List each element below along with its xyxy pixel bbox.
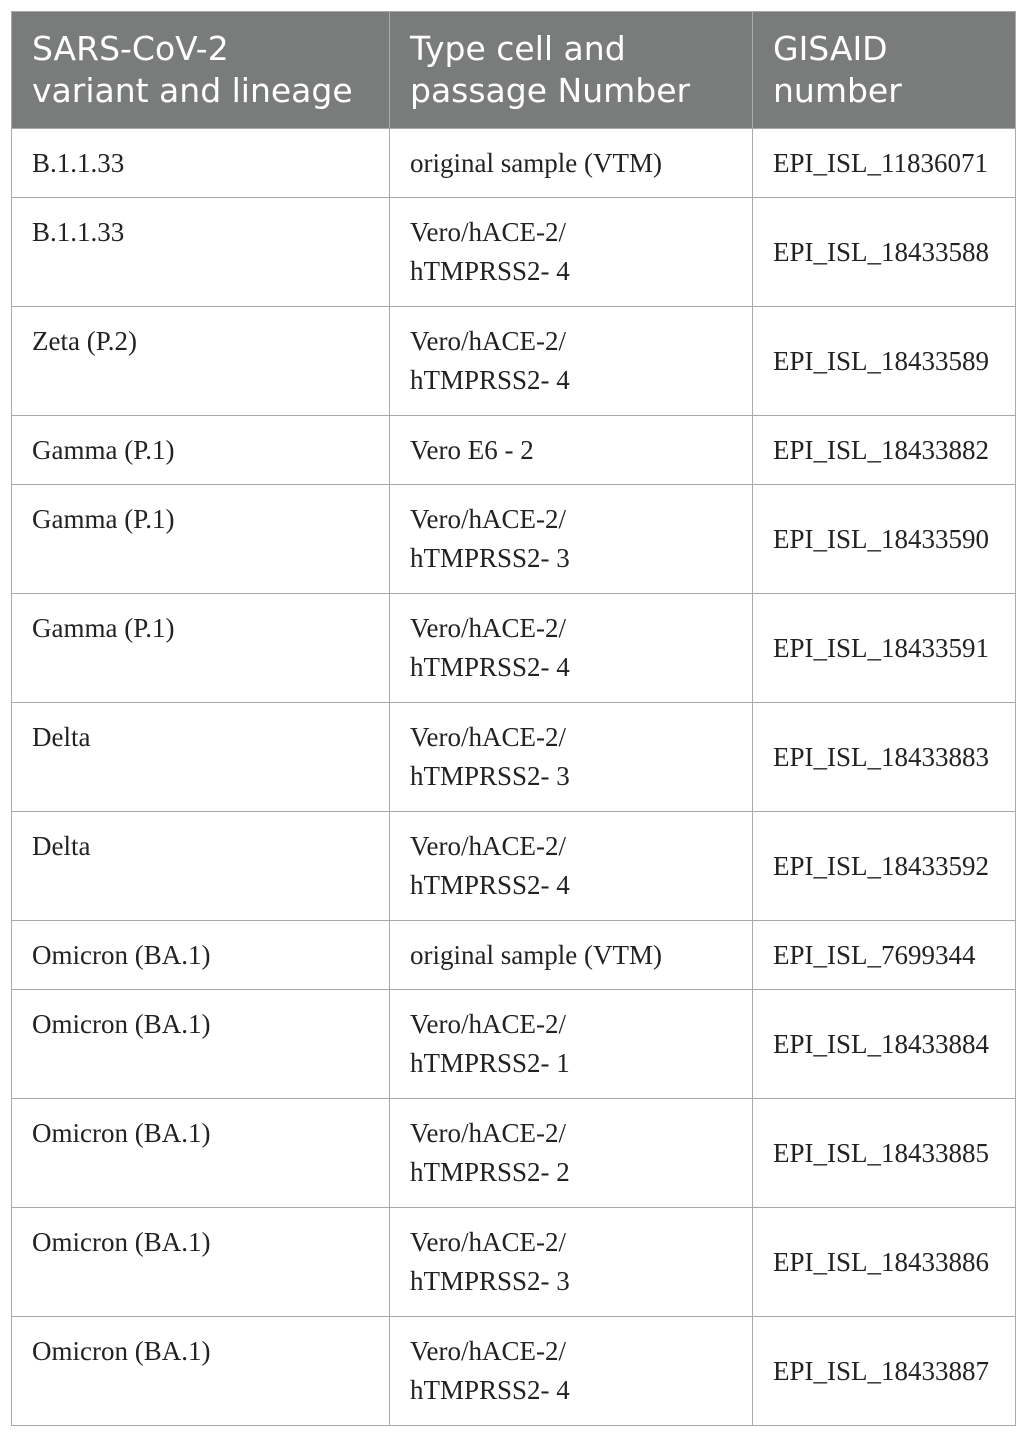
cell-variant: Gamma (P.1): [12, 485, 390, 594]
cell-variant: Omicron (BA.1): [12, 921, 390, 990]
table-row: [12, 198, 1016, 307]
cell-type-passage: [390, 594, 753, 703]
table-row: [12, 921, 1016, 990]
cell-gisaid-number: EPI_ISL_18433886: [753, 1208, 1016, 1317]
cell-line-text: Vero/hACE-2/: [410, 831, 566, 861]
cell-gisaid-number: EPI_ISL_18433883: [753, 703, 1016, 812]
cell-gisaid-number: EPI_ISL_18433588: [753, 198, 1016, 307]
cell-type-passage: [390, 307, 753, 416]
header-line: GISAID: [773, 29, 888, 68]
header-line: Type cell and: [410, 29, 626, 68]
cell-gisaid-number: EPI_ISL_18433882: [753, 416, 1016, 485]
cell-type-passage: [390, 921, 753, 990]
cell-gisaid-number: EPI_ISL_18433589: [753, 307, 1016, 416]
cell-line-text: Vero/hACE-2/: [410, 326, 566, 356]
cell-variant: B.1.1.33: [12, 129, 390, 198]
cell-line-text: hTMPRSS2- 3: [410, 543, 570, 573]
cell-line-text: Vero/hACE-2/: [410, 1009, 566, 1039]
cell-line-text: hTMPRSS2- 3: [410, 761, 570, 791]
table-row: [12, 416, 1016, 485]
cell-gisaid-number: EPI_ISL_7699344: [753, 921, 1016, 990]
table-row: [12, 307, 1016, 416]
cell-variant: Zeta (P.2): [12, 307, 390, 416]
table-row: [12, 485, 1016, 594]
header-line: number: [773, 71, 902, 110]
cell-type-passage: [390, 703, 753, 812]
table-header-row: [12, 12, 1016, 129]
cell-line-text: hTMPRSS2- 2: [410, 1157, 570, 1187]
cell-line-text: hTMPRSS2- 1: [410, 1048, 570, 1078]
cell-gisaid-number: EPI_ISL_18433884: [753, 990, 1016, 1099]
cell-gisaid-number: EPI_ISL_18433590: [753, 485, 1016, 594]
cell-gisaid-number: EPI_ISL_18433885: [753, 1099, 1016, 1208]
cell-type-passage: [390, 485, 753, 594]
cell-line-text: original sample (VTM): [410, 940, 662, 970]
cell-line-text: hTMPRSS2- 3: [410, 1266, 570, 1296]
cell-line-text: hTMPRSS2- 4: [410, 652, 570, 682]
cell-line-text: Vero/hACE-2/: [410, 613, 566, 643]
table-row: [12, 703, 1016, 812]
table-row: [12, 990, 1016, 1099]
cell-type-passage: [390, 1317, 753, 1426]
header-line: SARS-CoV-2: [32, 29, 229, 68]
cell-line-text: Vero E6 - 2: [410, 435, 534, 465]
header-variant-lineage: [12, 12, 390, 129]
cell-type-passage: [390, 416, 753, 485]
cell-variant: Gamma (P.1): [12, 594, 390, 703]
cell-gisaid-number: EPI_ISL_18433592: [753, 812, 1016, 921]
cell-line-text: Vero/hACE-2/: [410, 504, 566, 534]
cell-variant: Delta: [12, 703, 390, 812]
header-gisaid-number: [753, 12, 1016, 129]
cell-type-passage: [390, 198, 753, 307]
table-row: [12, 129, 1016, 198]
cell-type-passage: [390, 1208, 753, 1317]
cell-gisaid-number: EPI_ISL_11836071: [753, 129, 1016, 198]
cell-variant: Gamma (P.1): [12, 416, 390, 485]
cell-line-text: Vero/hACE-2/: [410, 217, 566, 247]
cell-line-text: Vero/hACE-2/: [410, 1118, 566, 1148]
header-cell-passage: [390, 12, 753, 129]
cell-type-passage: [390, 1099, 753, 1208]
cell-variant: Omicron (BA.1): [12, 1208, 390, 1317]
table-row: [12, 1099, 1016, 1208]
cell-type-passage: [390, 990, 753, 1099]
cell-type-passage: [390, 812, 753, 921]
cell-variant: Omicron (BA.1): [12, 1099, 390, 1208]
cell-gisaid-number: EPI_ISL_18433887: [753, 1317, 1016, 1426]
cell-line-text: hTMPRSS2- 4: [410, 365, 570, 395]
cell-variant: Omicron (BA.1): [12, 1317, 390, 1426]
table-row: [12, 812, 1016, 921]
cell-line-text: hTMPRSS2- 4: [410, 870, 570, 900]
cell-type-passage: [390, 129, 753, 198]
cell-variant: Delta: [12, 812, 390, 921]
cell-line-text: hTMPRSS2- 4: [410, 256, 570, 286]
header-line: variant and lineage: [32, 71, 353, 110]
table-row: [12, 594, 1016, 703]
table-row: [12, 1208, 1016, 1317]
cell-line-text: Vero/hACE-2/: [410, 1227, 566, 1257]
cell-variant: Omicron (BA.1): [12, 990, 390, 1099]
table-body: [12, 129, 1016, 1426]
cell-line-text: original sample (VTM): [410, 148, 662, 178]
cell-line-text: Vero/hACE-2/: [410, 1336, 566, 1366]
cell-variant: B.1.1.33: [12, 198, 390, 307]
cell-line-text: hTMPRSS2- 4: [410, 1375, 570, 1405]
header-line: passage Number: [410, 71, 691, 110]
cell-line-text: Vero/hACE-2/: [410, 722, 566, 752]
variants-table: [11, 11, 1016, 1426]
cell-gisaid-number: EPI_ISL_18433591: [753, 594, 1016, 703]
table-row: [12, 1317, 1016, 1426]
